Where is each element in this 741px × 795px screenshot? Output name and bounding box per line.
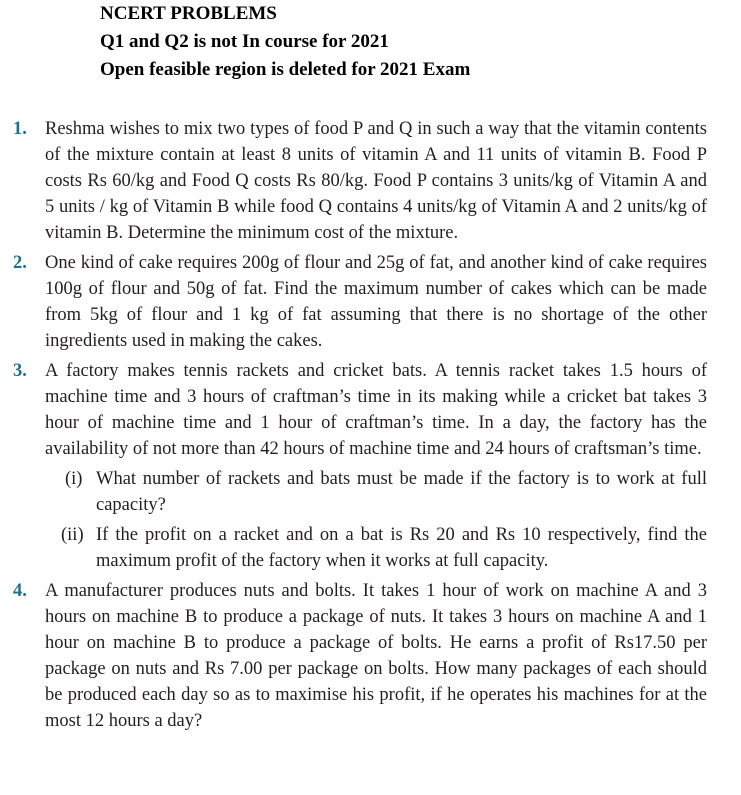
header-title: NCERT PROBLEMS — [100, 3, 277, 24]
subpart-i — [45, 466, 707, 518]
problem-2 — [0, 250, 707, 354]
page-header — [100, 0, 470, 84]
subpart-ii — [45, 522, 707, 574]
problem-list — [0, 116, 741, 734]
problem-number: 3. — [13, 361, 27, 381]
header-note-course: Q1 and Q2 is not In course for 2021 — [100, 31, 389, 52]
problem-text: A factory makes tennis rackets and cricket bats. A tennis racket takes 1.5 hours of machine time and 3 hours of craftman’s time in its making while a cricket bat takes 3 hour of machine time and 1 hour of craftman’s time. In a day, the factory has the availability of not more than 42 hours of machine time and 24 hours of craftsman’s time. — [45, 361, 707, 459]
subpart-list — [45, 466, 707, 574]
problem-4 — [0, 578, 707, 734]
problem-number: 2. — [13, 253, 27, 273]
header-note-exam: Open feasible region is deleted for 2021 Exam — [100, 59, 471, 80]
subpart-text: What number of rackets and bats must be made if the factory is to work at full capacity? — [96, 469, 707, 515]
problem-number: 1. — [13, 119, 27, 139]
subpart-label: (i) — [65, 469, 83, 489]
subpart-text: If the profit on a racket and on a bat is Rs 20 and Rs 10 respectively, find the maximum profit of the factory when it works at full capacity. — [96, 525, 707, 571]
problem-1 — [0, 116, 707, 246]
problem-text: One kind of cake requires 200g of flour and 25g of fat, and another kind of cake requires 100g of flour and 50g of fat. Find the maximum number of cakes which can be made from 5kg of flour and 1 kg of fat assuming that there is no shortage of the other ingredients used in making the cakes. — [45, 253, 707, 351]
problem-text: Reshma wishes to mix two types of food P and Q in such a way that the vitamin contents of the mixture contain at least 8 units of vitamin A and 11 units of vitamin B. Food P costs Rs 60/kg and Food Q costs Rs 80/kg. Food P contains 3 units/kg of Vitamin A and 5 units / kg of Vitamin B while food Q contains 4 units/kg of Vitamin A and 2 units/kg of vitamin B. Determine the minimum cost of the mixture. — [45, 119, 707, 243]
subpart-label: (ii) — [61, 525, 84, 545]
problem-text: A manufacturer produces nuts and bolts. It takes 1 hour of work on machine A and 3 hours on machine B to produce a package of nuts. It takes 3 hours on machine A and 1 hour on machine B to produce a package of bolts. He earns a profit of Rs17.50 per package on nuts and Rs 7.00 per package on bolts. How many packages of each should be produced each day so as to maximise his profit, if he operates his machines for at the most 12 hours a day? — [45, 581, 707, 731]
problem-number: 4. — [13, 581, 27, 601]
problem-3 — [0, 358, 707, 574]
